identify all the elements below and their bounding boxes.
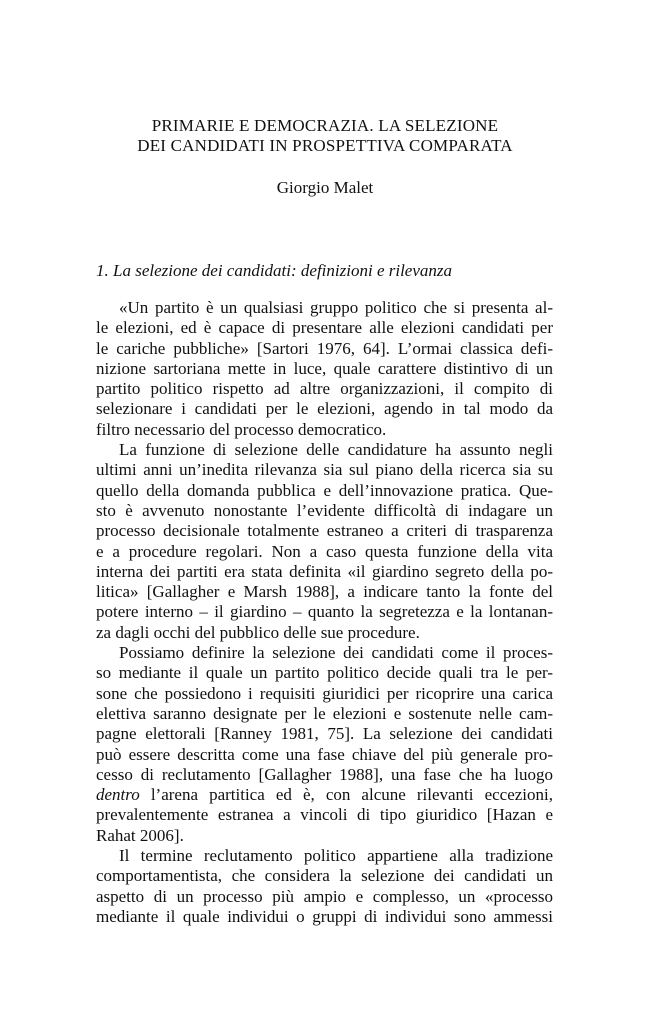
text-line: e a procedure regolari. Non a caso questa funzione della vita bbox=[96, 541, 553, 561]
text-line: comportamentista, che considera la selezione dei candidati un bbox=[96, 866, 553, 886]
text-line: aspetto di un processo più ampio e complesso, un «processo bbox=[96, 886, 553, 906]
text-line: potere interno – il giardino – quanto la segretezza e la lontanan- bbox=[96, 602, 553, 622]
text-line: sone che possiedono i requisiti giuridici per ricoprire una carica bbox=[96, 683, 553, 703]
body-text bbox=[96, 298, 553, 927]
text-line: le cariche pubbliche» [Sartori 1976, 64]. L’ormai classica defi- bbox=[96, 338, 553, 358]
text-line-with-italic bbox=[96, 785, 553, 805]
text-line: pagne elettorali [Ranney 1981, 75]. La selezione dei candidati bbox=[96, 724, 553, 744]
text-line: La funzione di selezione delle candidature ha assunto negli bbox=[119, 440, 553, 460]
text-line: «Un partito è un qualsiasi gruppo politico che si presenta al- bbox=[119, 298, 553, 317]
text-line: le elezioni, ed è capace di presentare alle elezioni candidati per bbox=[96, 318, 553, 338]
text-line: Possiamo definire la selezione dei candidati come il proces- bbox=[119, 643, 553, 663]
text-line: quello della domanda pubblica e dell’innovazione pratica. Que- bbox=[96, 480, 553, 500]
text-line: mediante il quale individui o gruppi di individui sono ammessi bbox=[96, 906, 553, 926]
text-line: za dagli occhi del pubblico delle sue procedure. bbox=[96, 622, 420, 642]
author-name: Giorgio Malet bbox=[276, 178, 374, 197]
chapter-title bbox=[80, 116, 570, 156]
text-line: sto è avvenuto nonostante l’evidente difficoltà di indagare un bbox=[96, 500, 553, 520]
text-line-rest: l’arena partitica ed è, con alcune rilevanti eccezioni, bbox=[139, 785, 553, 805]
text-line: Il termine reclutamento politico appartiene alla tradizione bbox=[119, 846, 553, 866]
italic-word: dentro bbox=[96, 785, 140, 805]
text-line: può essere descritta come una fase chiave del più generale pro- bbox=[96, 744, 553, 764]
text-line: prevalentemente estranea a vincoli di tipo giuridico [Hazan e bbox=[96, 805, 553, 825]
text-line: so mediante il quale un partito politico decide quali tra le per- bbox=[96, 663, 553, 683]
text-line: filtro necessario del processo democratico. bbox=[96, 419, 387, 439]
text-line: Rahat 2006]. bbox=[96, 825, 184, 845]
text-line: interna dei partiti era stata definita «il giardino segreto della po- bbox=[96, 561, 553, 581]
text-line: cesso di reclutamento [Gallagher 1988], una fase che ha luogo bbox=[96, 764, 553, 784]
text-line: elettiva saranno designate per le elezioni e sostenute nelle cam- bbox=[96, 703, 553, 723]
text-line: processo decisionale totalmente estraneo a criteri di trasparenza bbox=[96, 521, 553, 541]
chapter-title-line-2: DEI CANDIDATI IN PROSPETTIVA COMPARATA bbox=[137, 136, 513, 155]
text-line: ultimi anni un’inedita rilevanza sia sul piano della ricerca sia su bbox=[96, 460, 553, 480]
text-line: partito politico rispetto ad altre organizzazioni, il compito di bbox=[96, 379, 553, 399]
text-line: nizione sartoriana mette in luce, quale carattere distintivo di un bbox=[96, 358, 553, 378]
text-line: selezionare i candidati per le elezioni, agendo in tal modo da bbox=[96, 399, 553, 419]
chapter-title-line-1: PRIMARIE E DEMOCRAZIA. LA SELEZIONE bbox=[151, 116, 499, 135]
section-heading: 1. La selezione dei candidati: definizioni e rilevanza bbox=[96, 261, 453, 280]
text-line: litica» [Gallagher e Marsh 1988], a indicare tanto la fonte del bbox=[96, 582, 553, 602]
